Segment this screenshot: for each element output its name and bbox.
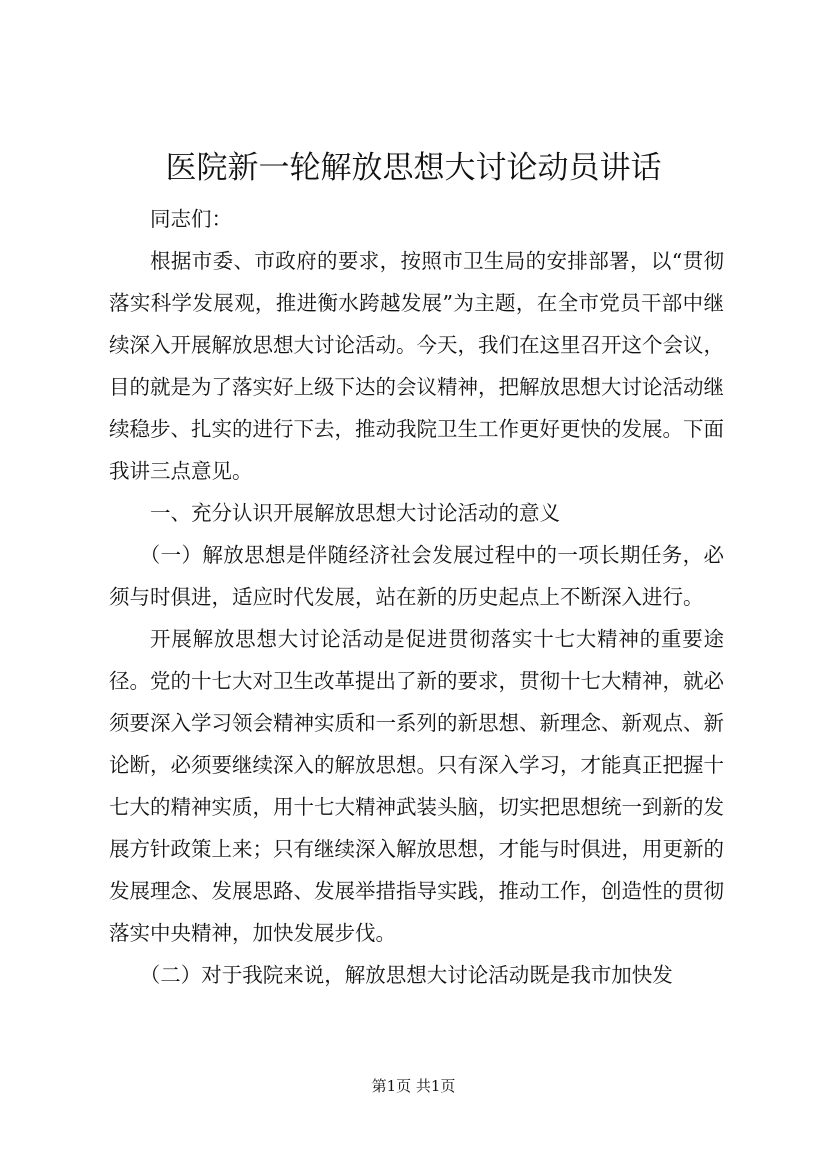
body-paragraph: 开展解放思想大讨论活动是促进贯彻落实十七大精神的重要途径。党的十七大对卫生改革提出了新的要求，贯彻十七大精神，就必须要深入学习领会精神实质和一系列的新思想、新理念、新观点、新论断，必须要继续深入的解放思想。只有深入学习，才能真正把握十七大的精神实质，用十七大精神武装头脑，切实把思想统一到新的发展方针政策上来；只有继续深入解放思想，才能与时俱进，用更新的发展理念、发展思路、发展举措指导实践，推动工作，创造性的贯彻落实中央精神，加快发展步伐。 [109,627,724,945]
document-body [109,198,724,996]
salutation-paragraph: 同志们： [150,207,232,231]
section-heading-1: 一、充分认识开展解放思想大讨论活动的意义 [150,501,560,525]
subsection-2-paragraph: （二）对于我院来说，解放思想大讨论活动既是我市加快发 [139,963,673,987]
intro-paragraph: 根据市委、市政府的要求，按照市卫生局的安排部署，以“贯彻落实科学发展观，推进衡水跨越发展”为主题，在全市党员干部中继续深入开展解放思想大讨论活动。今天，我们在这里召开这个会议，目的就是为了落实好上级下达的会议精神，把解放思想大讨论活动继续稳步、扎实的进行下去，推动我院卫生工作更好更快的发展。下面我讲三点意见。 [109,249,724,483]
page-footer: 第1页 共1页 [371,1077,456,1095]
document-title: 医院新一轮解放思想大讨论动员讲话 [165,150,662,186]
subsection-1-paragraph: （一）解放思想是伴随经济社会发展过程中的一项长期任务，必须与时俱进，适应时代发展，站在新的历史起点上不断深入进行。 [109,543,724,609]
